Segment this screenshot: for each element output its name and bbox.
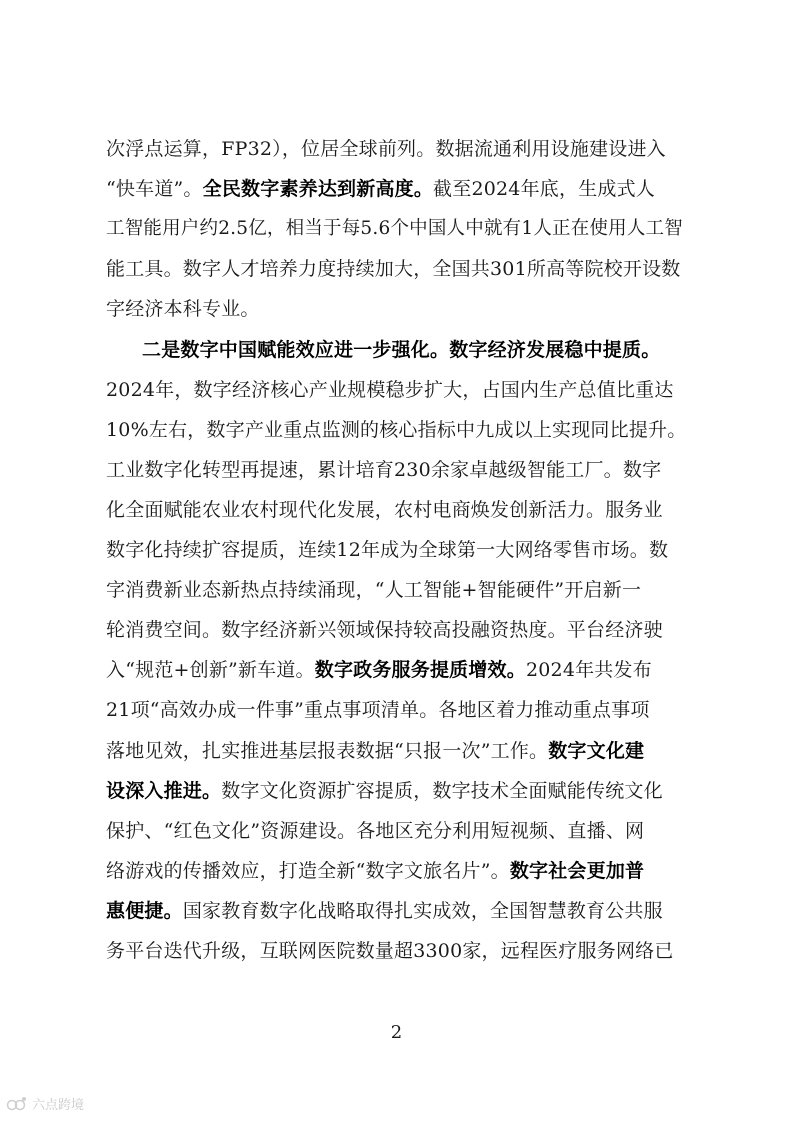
text-segment: 次浮点运算，FP32），位居全球前列。数据流通利用设施建设进入	[106, 138, 666, 160]
text-segment: 保护、“红色文化”资源建设。各地区充分利用短视频、直播、网	[106, 819, 645, 842]
text-line	[106, 859, 688, 883]
text-line	[106, 137, 688, 161]
text-line	[106, 177, 688, 201]
bold-phrase: 设深入推进。	[106, 779, 222, 802]
text-segment: 能工具。数字人才培养力度持续加大，全国共301所高等院校开设数	[106, 258, 681, 281]
text-line	[106, 698, 688, 722]
text-line	[106, 899, 688, 923]
text-segment: 工业数字化转型再提速，累计培育230余家卓越级智能工厂。数字	[106, 458, 662, 481]
text-segment: “快车道”。	[106, 178, 203, 201]
text-segment: 2024年共发布	[525, 659, 652, 682]
bold-phrase: 数字社会更加普	[509, 859, 645, 882]
text-line	[106, 658, 688, 682]
text-line	[106, 578, 688, 602]
text-segment: 字消费新业态新热点持续涌现，“人工智能+智能硬件”开启新一	[106, 579, 642, 602]
text-line	[106, 418, 688, 442]
text-line	[106, 217, 688, 241]
text-segment: 2024年，数字经济核心产业规模稳步扩大，占国内生产总值比重达	[106, 378, 674, 401]
text-line	[106, 297, 688, 321]
text-line	[106, 498, 688, 522]
text-line	[106, 257, 688, 281]
text-segment: 落地见效，扎实推进基层报表数据“只报一次”工作。	[106, 739, 549, 762]
text-line	[106, 739, 688, 763]
text-line	[106, 819, 688, 843]
text-line	[106, 939, 688, 963]
watermark	[6, 1094, 84, 1113]
text-segment: 务平台迭代升级，互联网医院数量超3300家，远程医疗服务网络已	[106, 940, 674, 962]
text-segment: 国家教育数字化战略取得扎实成效，全国智慧教育公共服	[182, 899, 663, 922]
text-line	[106, 378, 688, 402]
text-segment: 21项“高效办成一件事”重点事项清单。各地区着力推动重点事项	[106, 699, 650, 722]
text-line	[106, 538, 688, 562]
text-segment: 10%左右，数字产业重点监测的核心指标中九成以上实现同比提升。	[106, 418, 687, 441]
watermark-text: 六点跨境	[32, 1098, 85, 1113]
text-line	[142, 338, 688, 362]
text-segment: 截至2024年底，生成式人	[433, 178, 656, 201]
bold-phrase: 惠便捷。	[106, 899, 183, 922]
text-segment: 络游戏的传播效应，打造全新“数字文旅名片”。	[106, 859, 510, 882]
text-segment: 数字文化资源扩容提质，数字技术全面赋能传统文化	[221, 779, 663, 802]
text-segment: 数字化持续扩容提质，连续12年成为全球第一大网络零售市场。数	[106, 539, 669, 561]
bold-phrase: 数字文化建	[548, 739, 645, 762]
bold-phrase: 全民数字素养达到新高度。	[202, 178, 434, 201]
text-line	[106, 618, 688, 642]
page-number: 2	[390, 1022, 403, 1043]
bold-phrase: 数字政务服务提质增效。	[314, 659, 526, 682]
text-segment: 工智能用户约2.5亿，相当于每5.6个中国人中就有1人正在使用人工智	[106, 218, 683, 240]
text-segment: 入“规范+创新”新车道。	[106, 659, 315, 682]
bold-phrase: 二是数字中国赋能效应进一步强化。数字经济发展稳中提质。	[142, 338, 661, 361]
text-segment: 字经济本科专业。	[106, 298, 260, 321]
text-segment: 化全面赋能农业农村现代化发展，农村电商焕发创新活力。服务业	[106, 498, 663, 521]
text-segment: 轮消费空间。数字经济新兴领域保持较高投融资热度。平台经济驶	[106, 619, 663, 642]
text-line	[106, 779, 688, 803]
watermark-logo-icon	[6, 1096, 28, 1112]
text-line	[106, 458, 688, 482]
